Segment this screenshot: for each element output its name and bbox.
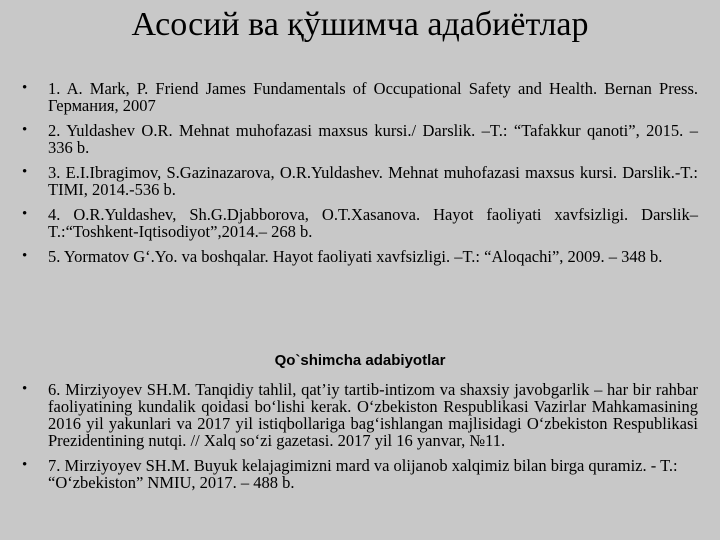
bullet-icon: • [22, 381, 28, 397]
bullet-icon: • [22, 248, 28, 264]
bullet-icon: • [22, 80, 28, 96]
reference-item [20, 164, 698, 198]
reference-item [20, 248, 698, 265]
reference-text: 6. Mirziyoyev SH.M. Tanqidiy tahlil, qat’iy tartib-intizom va shaxsiy javobgarlik – har bir rahbar faoliyatining kundalik qoidasi bo‘lishi kerak. O‘zbekiston Respublikasi Vazirlar Mahkamasining 2016 yil yakunlari va 2017 yil istiqbollariga bag‘ishlangan majlisidagi O‘zbekiston Respublikasi Prezidentining nutqi. // Xalq so‘zi gazetasi. 2017 yil 16 yanvar, №11. [48, 380, 698, 450]
reference-text: 4. O.R.Yuldashev, Sh.G.Djabborova, O.T.Xasanova. Hayot faoliyati xavfsizligi. Darslik–T.:“Toshkent-Iqtisodiyot”,2014.– 268 b. [48, 205, 698, 241]
reference-item [20, 80, 698, 114]
main-references-list [20, 80, 698, 273]
bullet-icon: • [22, 122, 28, 138]
page-title: Асосий ва қўшимча адабиётлар [131, 6, 589, 43]
reference-item [20, 206, 698, 240]
additional-references-heading: Qo`shimcha adabiyotlar [274, 352, 446, 369]
bullet-icon: • [22, 206, 28, 222]
reference-text: 2. Yuldashev O.R. Mehnat muhofazasi maxsus kursi./ Darslik. –T.: “Tafakkur qanoti”, 2015. – 336 b. [48, 121, 698, 157]
additional-references-list [20, 381, 698, 499]
reference-text: 1. A. Mark, P. Friend James Fundamentals of Occupational Safety and Health. Bernan Press. Германия, 2007 [48, 79, 698, 115]
reference-text: 5. Yormatov G‘.Yo. va boshqalar. Hayot faoliyati xavfsizligi. –T.: “Aloqachi”, 2009. – 348 b. [48, 247, 663, 266]
reference-text: 7. Mirziyoyev SH.M. Buyuk kelajagimizni mard va olijanob xalqimiz bilan birga quramiz. - T.: “O‘zbekiston” NMIU, 2017. – 488 b. [48, 456, 678, 492]
reference-text: 3. E.I.Ibragimov, S.Gazinazarova, O.R.Yuldashev. Mehnat muhofazasi maxsus kursi. Darslik.-T.: TIMI, 2014.-536 b. [48, 163, 698, 199]
reference-item [20, 457, 698, 491]
reference-item [20, 381, 698, 449]
bullet-icon: • [22, 164, 28, 180]
reference-item [20, 122, 698, 156]
bullet-icon: • [22, 457, 28, 473]
